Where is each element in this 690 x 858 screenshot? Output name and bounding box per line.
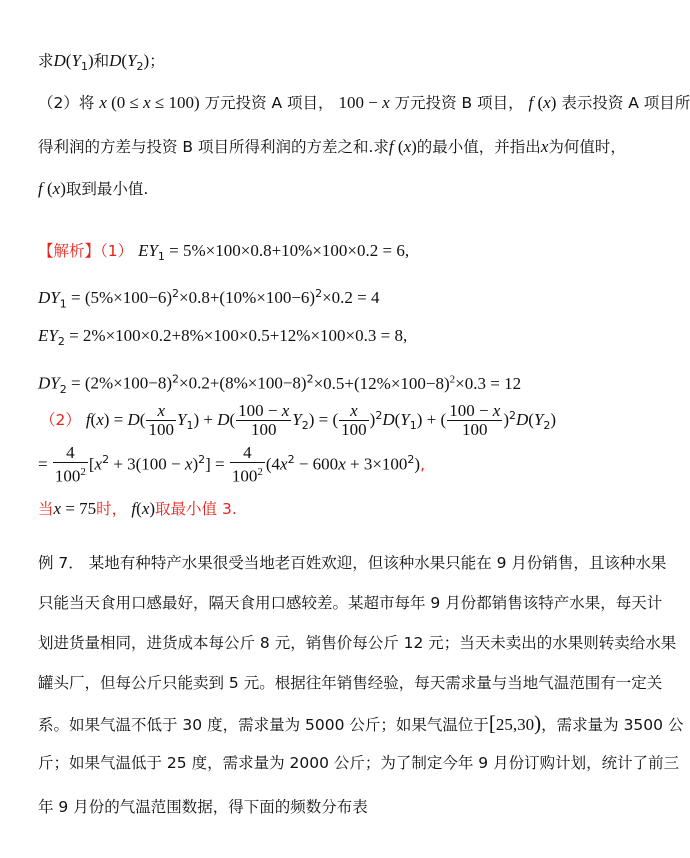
- solution-line4: $DY_2 = (2\%\times 100-8)^2\times 0.2+(8\%\times 100-8)^2\times 0.5+(12\%\times 100-8)^2\times 0.3 = 12$: [38, 372, 522, 396]
- example-line5: 系。如果气温不低于 30 度，需求量为 5000 公斤；如果气温位于[25,30)，需求量为 3500 公: [38, 711, 684, 735]
- example-line4: 罐头厂，但每公斤只能卖到 5 元。根据往年销售经验，每天需求量与当地气温范围有一定关: [38, 674, 663, 692]
- solution-line1: 【解析】（1） $EY_1 = 5\%\times 100\times 0.8+10\%\times 100\times 0.2 = 6$,: [38, 241, 410, 264]
- example-line6: 斤；如果气温低于 25 度，需求量为 2000 公斤；为了制定今年 9 月份订购计划，统计了前三: [38, 754, 680, 772]
- problem-part2-line2: 得利润的方差与投资 B 项目所得利润的方差之和.求f (x)的最小值，并指出x为何值时，: [38, 137, 626, 156]
- problem-part2-line3: f (x)取到最小值.: [38, 179, 149, 198]
- solution-label: 【解析】（1）: [38, 242, 134, 260]
- solution-line5: （2） f(x) = D( $\frac{x}{100}$ $Y_1) + D$( $\frac{100 - x}{100}$ $Y_2$) = ( $\frac{x}{100}$ )$^2D(Y_1)$ + ( $\frac{100 - x}{100}$ )$^2D(Y_2)$: [40, 401, 557, 439]
- problem-part2-line1: （2）将 x (0 ≤ x ≤ 100) 万元投资 A 项目， 100 − x 万元投资 B 项目， f (x) 表示投资 A 项目所: [38, 93, 690, 112]
- example-line3: 划进货量相同，进货成本每公斤 8 元，销售价每公斤 12 元；当天未卖出的水果则转卖给水果: [38, 634, 677, 652]
- math-x-range: x: [99, 93, 107, 112]
- solution-line2: $DY_1 = (5\%\times 100-6)^2\times 0.8+(10\%\times 100-6)^2\times 0.2 = 4$: [38, 287, 380, 311]
- solution-line7: 当x = 75时， f(x)取最小值 3.: [38, 499, 237, 518]
- solution-line6: = $\frac{4}{100^2}$ $[x^2 + 3(100 - x)^2]$ = $\frac{4}{100^2}$ $(4x^2 - 600x + 3\times 100^2)$,: [38, 443, 426, 486]
- example-line7: 年 9 月份的气温范围数据，得下面的频数分布表: [38, 798, 368, 816]
- example-line2: 只能当天食用口感最好，隔天食用口感较差。某超市每年 9 月份都销售该特产水果，每天计: [38, 594, 663, 612]
- problem-part1-tail: 求$D(Y_1)$和$D(Y_2)$；: [38, 51, 165, 74]
- solution-line3: $EY_2 = 2\%\times 100\times 0.2+8\%\times 100\times 0.5+12\%\times 100\times 0.3 = 8$,: [38, 326, 408, 349]
- example-line1: 例 7． 某地有种特产水果很受当地老百姓欢迎，但该种水果只能在 9 月份销售，且该种水果: [38, 554, 667, 572]
